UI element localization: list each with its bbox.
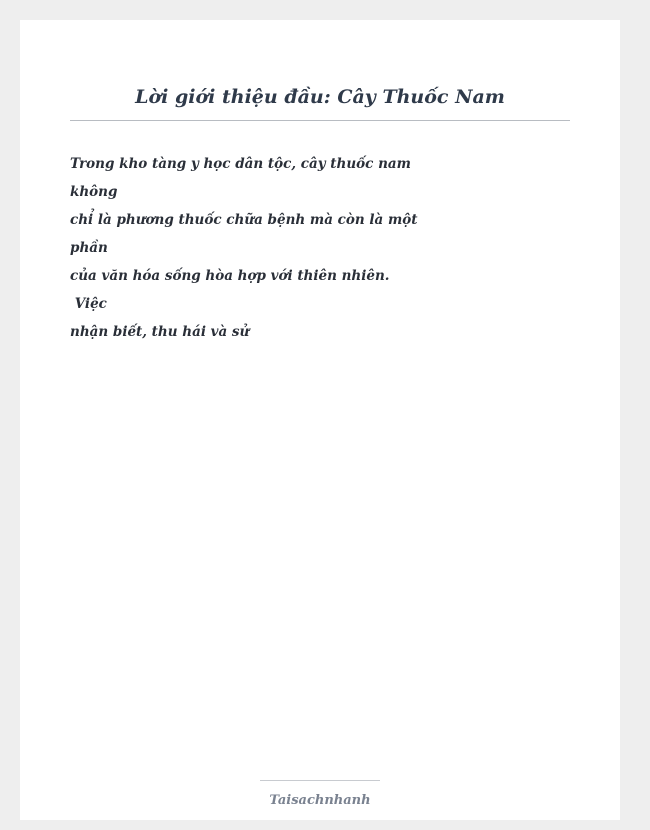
document-page [20, 20, 620, 820]
footer-brand: Taisachnhanh [269, 793, 371, 808]
body-line: của văn hóa sống hòa hợp với thiên nhiên. [70, 268, 390, 284]
body-line: không [70, 184, 118, 200]
body-paragraph [70, 150, 418, 346]
body-line: chỉ là phương thuốc chữa bệnh mà còn là một [70, 212, 418, 228]
title-divider [70, 120, 570, 121]
page-title: Lời giới thiệu đầu: Cây Thuốc Nam [135, 86, 505, 108]
body-line: nhận biết, thu hái và sử [70, 324, 250, 340]
body-line: phần [70, 240, 108, 256]
footer-divider [260, 780, 380, 781]
body-line: Trong kho tàng y học dân tộc, cây thuốc nam [70, 156, 411, 172]
body-line: Việc [70, 296, 107, 312]
